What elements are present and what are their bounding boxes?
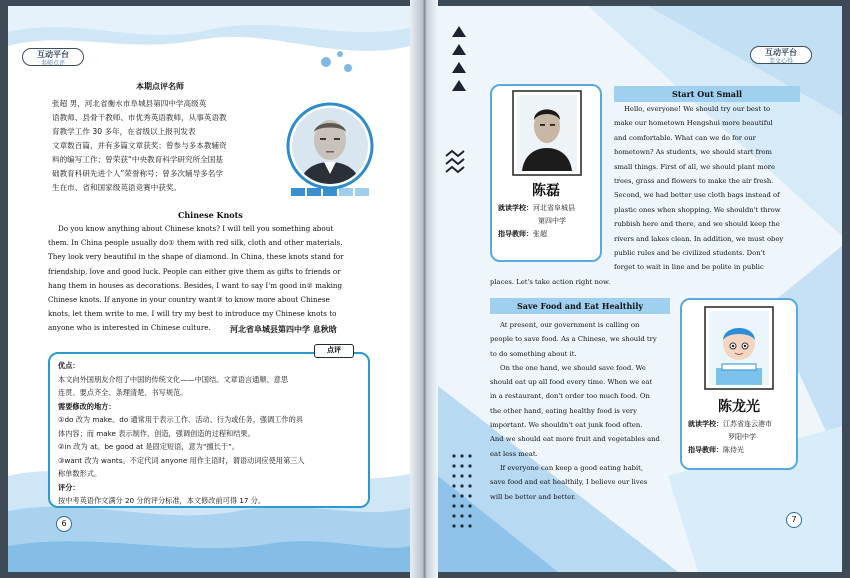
comment-line: ②in 改为 at。be good at 是固定短语，意为“擅长于”。 bbox=[58, 442, 240, 451]
left-page bbox=[8, 6, 410, 572]
student-card bbox=[680, 298, 798, 470]
page-number: 6 bbox=[56, 516, 72, 532]
comment-line: ③want 改为 wants。不定代词 anyone 用作主语时，谓语动词应使用第三人 bbox=[58, 455, 305, 465]
essay-line: small things. First of all, we should plant more bbox=[614, 162, 775, 171]
essay-line: should eat up all food every time. When we eat bbox=[490, 378, 653, 387]
essay-title: Start Out Small bbox=[671, 89, 743, 99]
book-gutter bbox=[410, 0, 438, 578]
comment-box bbox=[48, 346, 370, 508]
teacher-name: 张超 bbox=[533, 230, 547, 238]
essay-line: rubbish here and there, and we should keep the bbox=[614, 220, 780, 229]
student-photo bbox=[512, 90, 582, 176]
triangle-decoration bbox=[452, 44, 466, 55]
triangle-decoration bbox=[452, 26, 466, 37]
essay-line: Second, we had better use cloth bags instead of bbox=[614, 191, 780, 200]
section-ribbon bbox=[22, 48, 84, 66]
ribbon-title: 互动平台 bbox=[765, 48, 797, 57]
essay-line: Chinese knots. If anyone in your country want③ to know more about Chinese bbox=[48, 295, 330, 305]
page-number: 7 bbox=[786, 512, 802, 528]
essay-line: will be better and better. bbox=[490, 492, 576, 501]
essay-line: rivers and lakes clean. In addition, we must obey bbox=[614, 234, 784, 243]
bio-line: 生在市、省和国家级英语竞赛中获奖。 bbox=[52, 183, 182, 192]
comment-heading: 评分： bbox=[58, 482, 80, 492]
essay-title-bar bbox=[614, 86, 800, 102]
triangle-decoration bbox=[452, 80, 466, 91]
comment-line: 称单数形式。 bbox=[58, 469, 102, 478]
bio-line: 语教师、县骨干教师、市优秀英语教师，从事英语教 bbox=[52, 113, 227, 122]
comment-heading: 优点： bbox=[58, 361, 80, 370]
school-label: 就读学校： bbox=[498, 204, 533, 212]
essay-line: anyone who is interested in Chinese culture. bbox=[48, 323, 211, 333]
comment-heading: 需要修改的地方： bbox=[58, 401, 116, 411]
essay-line: They look very beautiful in the shape of diamond. In China, these knots stand for bbox=[48, 252, 344, 262]
comment-tag: 点评 bbox=[314, 344, 354, 358]
essay-line: plastic ones when shopping. We shouldn't throw bbox=[614, 205, 781, 214]
essay-line: And we should eat more fruit and vegetables and bbox=[490, 435, 660, 444]
school-label: 就读学校： bbox=[688, 420, 723, 428]
essay-line: to do something about it. bbox=[490, 349, 577, 358]
student-name: 陈磊 bbox=[532, 183, 560, 199]
bio-line: 料的编写工作；曾荣获“中央教育科学研究所全国基 bbox=[52, 155, 223, 164]
ribbon-subtitle: 名师点评 bbox=[40, 60, 65, 67]
essay-line: On the one hand, we should save food. We bbox=[500, 363, 646, 372]
essay-line: Hello, everyone! We should try our best to bbox=[624, 105, 771, 113]
school-line: 河北省阜城县 bbox=[533, 204, 575, 212]
essay-line: the other hand, eating healthy food is very bbox=[490, 406, 637, 415]
student-card bbox=[490, 84, 602, 262]
essay-line: public rules and be civilized students. Don't bbox=[614, 249, 766, 258]
essay-author: 河北省阜城县第四中学 息秋晗 bbox=[230, 325, 337, 334]
ribbon-subtitle: 美文心得 bbox=[768, 58, 793, 65]
student-name: 陈龙光 bbox=[718, 399, 760, 415]
essay-line: hometown? As students, we should start from bbox=[614, 148, 772, 157]
school-line: 第四中学 bbox=[538, 217, 566, 225]
right-page bbox=[438, 6, 842, 572]
essay-body bbox=[614, 102, 798, 275]
comment-line: 按中考英语作文满分 20 分的评分标准，本文修改前可得 17 分。 bbox=[58, 496, 266, 505]
essay-line: If everyone can keep a good eating habit, bbox=[500, 463, 644, 472]
teacher-label: 指导教师： bbox=[498, 230, 533, 238]
essay-line: trees, grass and flowers to make the air fresh. bbox=[614, 177, 774, 186]
bio-line: 育教学工作 30 多年，在省级以上报刊发表 bbox=[52, 127, 196, 136]
essay-line: in a restaurant, don't order too much food. On bbox=[490, 392, 650, 401]
teacher-name: 陈侍光 bbox=[723, 446, 744, 454]
essay-line: people to save food. As a Chinese, we should try bbox=[490, 335, 657, 344]
triangle-decoration bbox=[452, 62, 466, 73]
essay-title: Save Food and Eat Healthily bbox=[516, 301, 644, 311]
comment-line: 连贯、要点齐全、条理清楚、书写规范。 bbox=[58, 388, 188, 397]
essay-line: Do you know anything about Chinese knots? I will tell you something about bbox=[58, 224, 334, 233]
essay-line: save food and eat healthily, I believe our lives bbox=[490, 478, 648, 487]
teacher-portrait bbox=[286, 102, 374, 190]
essay-line: friendship, love and good luck. People can either give them as gifts to friends or bbox=[48, 266, 341, 276]
essay-line: make our hometown Hengshui more beautiful bbox=[614, 119, 773, 128]
essay-line: At present, our government is calling on bbox=[500, 321, 640, 329]
student-cartoon bbox=[704, 306, 774, 390]
essay-line: hang them in houses as decorations. Besides, I want to say I'm good in② making bbox=[48, 280, 343, 290]
comment-line: 本文向外国朋友介绍了中国的传统文化——中国结。文章语言通顺、意思 bbox=[58, 374, 289, 384]
section-ribbon bbox=[750, 46, 812, 64]
teacher-section-heading: 本期点评名师 bbox=[136, 82, 184, 91]
school-line: 罗阳中学 bbox=[728, 433, 756, 441]
comment-text bbox=[58, 359, 364, 508]
essay-line: eat less meat. bbox=[490, 449, 538, 458]
essay-title-bar bbox=[490, 298, 670, 314]
ribbon-title: 互动平台 bbox=[37, 50, 69, 59]
comment-line: 体内容；而 make 表示制作、创造，强调创造的过程和结果。 bbox=[58, 428, 255, 438]
essay-body bbox=[48, 222, 374, 336]
essay-title: Chinese Knots bbox=[178, 210, 243, 220]
bio-line: 张超 男，河北省衡水市阜城县第四中学高级英 bbox=[52, 99, 207, 108]
teacher-label: 指导教师： bbox=[688, 446, 723, 454]
essay-line: knots, let them write to me. I will try my best to introduce my Chinese knots to bbox=[48, 309, 337, 319]
essay-line: forget to wait in line and be polite in public bbox=[614, 263, 764, 272]
student-info bbox=[688, 418, 796, 457]
essay-line: important. We shouldn't eat junk food often. bbox=[490, 421, 643, 430]
teacher-bio bbox=[52, 97, 282, 195]
comment-line: ①do 改为 make。do 通常用于表示工作、活动、行为或任务，强调工作的具 bbox=[58, 415, 304, 424]
bio-line: 文章数百篇，并有多篇文章获奖；曾参与多本教辅资 bbox=[52, 141, 227, 150]
essay-line: them. In China people usually do① them with red silk, cloth and other materials. bbox=[48, 238, 343, 248]
student-info bbox=[498, 202, 600, 241]
essay-line: and comfortable. What can we do for our bbox=[614, 133, 756, 142]
bio-line: 础教育科研先进个人”荣誉称号；曾多次辅导多名学 bbox=[52, 169, 223, 178]
essay-last-line: places. Let's take action right now. bbox=[490, 278, 611, 286]
school-line: 江苏省连云港市 bbox=[723, 420, 772, 428]
essay-body bbox=[490, 318, 670, 504]
